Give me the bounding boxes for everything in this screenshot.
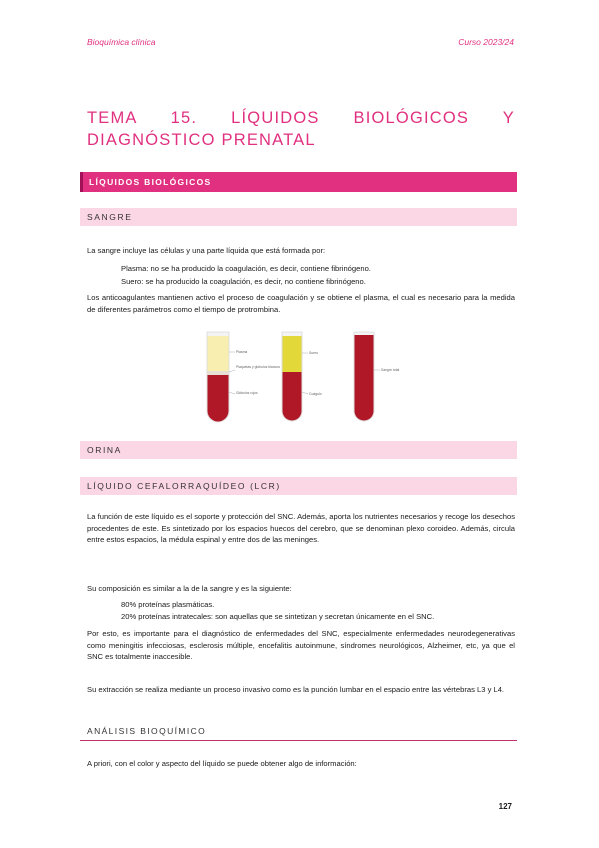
page-number: 127 [498, 802, 512, 811]
analisis-paragraph: A priori, con el color y aspecto del líquido se puede obtener algo de información: [87, 759, 357, 768]
label-suero: Suero [309, 351, 319, 355]
header-course-year: Curso 2023/24 [458, 37, 514, 47]
label-plasma: Plasma [236, 350, 248, 354]
subsection-bar-orina [80, 441, 517, 459]
blood-tubes-figure [200, 326, 400, 424]
tube-whole-blood [354, 332, 400, 421]
lcr-item-plasmaticas: 80% proteínas plasmáticas. [121, 600, 215, 609]
subsection-bar-lcr [80, 477, 517, 495]
lcr-function-paragraph: La función de este líquido es el soporte y protección del SNC. Además, aporta los nutrientes necesarios y recoge los desechos procedentes de este. Es sintetizado por los espacios huecos del cerebro, que se denominan plexo coroideo. Además, circula entre estos espacios, la médula espinal y entre dos de las meninges. [87, 512, 515, 544]
sangre-anticoagulantes: Los anticoagulantes mantienen activo el proceso de coagulación y se obtiene el plasma, el cual es necesario para la medida de diferentes parámetros como el tiempo de protrombina. [87, 293, 515, 314]
lcr-item-intratecales: 20% proteínas intratecales: son aquellas que se sintetizan y secretan únicamente en el SNC. [121, 612, 435, 621]
tube-plasma [207, 332, 280, 422]
tube-whole-blood-layer [355, 335, 374, 421]
lcr-composition-intro: Su composición es similar a la de la sangre y es la siguiente: [87, 584, 292, 593]
label-coagulo: Coágulo [309, 392, 322, 396]
section-title-liquidos: LÍQUIDOS BIOLÓGICOS [89, 177, 212, 187]
subsection-title-sangre: SANGRE [87, 212, 133, 222]
sangre-plasma-item: Plasma: no se ha producido la coagulación, es decir, contiene fibrinógeno. [121, 264, 371, 273]
label-plaquetas: Plaquetas y glóbulos blancos [236, 365, 280, 369]
tube-serum [282, 332, 322, 421]
tube-clot-layer [283, 372, 302, 421]
sangre-suero-item: Suero: se ha producido la coagulación, es decir, no contiene fibrinógeno. [121, 277, 366, 286]
subsection-bar-sangre [80, 208, 517, 226]
label-sangre-total: Sangre total [381, 368, 400, 372]
subsection-bar-analisis [80, 722, 517, 741]
tube-serum-layer [283, 336, 302, 372]
header-course-name: Bioquímica clínica [87, 37, 156, 47]
page-title: TEMA 15. LÍQUIDOS BIOLÓGICOS Y DIAGNÓSTICO PRENATAL [87, 109, 515, 149]
sangre-intro: La sangre incluye las células y una parte líquida que está formada por: [87, 246, 326, 255]
lcr-extraction-paragraph: Su extracción se realiza mediante un proceso invasivo como es la punción lumbar en el espacio entre las vértebras L3 y L4. [87, 685, 505, 694]
tube-buffy-layer [208, 371, 229, 375]
label-globulos-rojos: Glóbulos rojos [236, 391, 258, 395]
subsection-title-orina: ORINA [87, 445, 122, 455]
subsection-title-analisis: ANÁLISIS BIOQUÍMICO [87, 726, 207, 736]
section-bar-liquidos [80, 172, 517, 192]
tube-red-cells-layer [208, 375, 229, 422]
subsection-title-lcr: LÍQUIDO CEFALORRAQUÍDEO (LCR) [87, 481, 281, 491]
lcr-diagnostic-paragraph: Por esto, es importante para el diagnóstico de enfermedades del SNC, especialmente enfermedades neurodegenerativas como meningitis infecciosas, esclerosis múltiple, encefalitis autoinmune, síndromes neurológicos, Alzheimer, etc, ya que el SNC es totalmente inaccesible. [87, 629, 515, 661]
tube-plasma-layer [208, 336, 229, 371]
